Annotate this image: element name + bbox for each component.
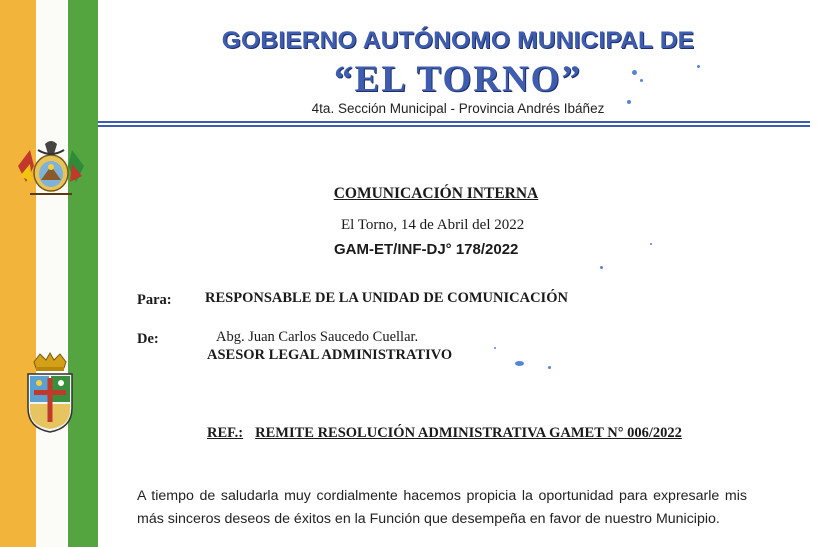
letterhead-municipality-name: “EL TORNO” xyxy=(334,59,582,100)
ink-speck xyxy=(697,65,700,68)
ink-speck xyxy=(548,366,551,369)
document-place-date: El Torno, 14 de Abril del 2022 xyxy=(341,217,525,233)
flag-band-yellow xyxy=(0,0,36,547)
letterhead-title: GOBIERNO AUTÓNOMO MUNICIPAL DE xyxy=(221,27,695,54)
reference-line xyxy=(207,425,694,442)
document-type: COMUNICACIÓN INTERNA xyxy=(333,185,539,202)
ink-speck xyxy=(650,243,652,245)
recipient-label: Para: xyxy=(137,292,172,308)
el-torno-coat-of-arms-icon xyxy=(22,352,78,434)
flag-band-white xyxy=(36,0,68,547)
sender-role: ASESOR LEGAL ADMINISTRATIVO xyxy=(207,347,453,363)
ink-speck xyxy=(494,347,496,349)
ink-speck xyxy=(632,70,637,75)
ink-speck xyxy=(640,79,643,82)
document-code: GAM-ET/INF-DJ° 178/2022 xyxy=(334,241,519,258)
letterhead-rule xyxy=(98,121,810,123)
reference-value: REMITE RESOLUCIÓN ADMINISTRATIVA GAMET N° 006/2022 xyxy=(255,425,682,441)
reference-label: REF.: xyxy=(207,425,244,441)
sender-label: De: xyxy=(137,331,159,347)
ink-speck xyxy=(627,100,631,104)
sender-name: Abg. Juan Carlos Saucedo Cuellar. xyxy=(216,329,419,345)
flag-band-green xyxy=(68,0,98,547)
body-paragraph: A tiempo de saludarla muy cordialmente hacemos propicia la oportunidad para expresarle mis más sinceros deseos de éxitos en la Función que desempeña en favor de nuestro Municipio. xyxy=(137,488,747,527)
ink-speck xyxy=(600,266,603,269)
recipient-value: RESPONSABLE DE LA UNIDAD DE COMUNICACIÓN xyxy=(205,290,568,306)
letterhead-subtitle: 4ta. Sección Municipal - Provincia Andrés Ibáñez xyxy=(311,101,605,116)
letterhead-rule xyxy=(98,125,810,127)
ink-speck xyxy=(515,361,524,366)
bolivia-coat-of-arms-icon xyxy=(16,136,86,198)
